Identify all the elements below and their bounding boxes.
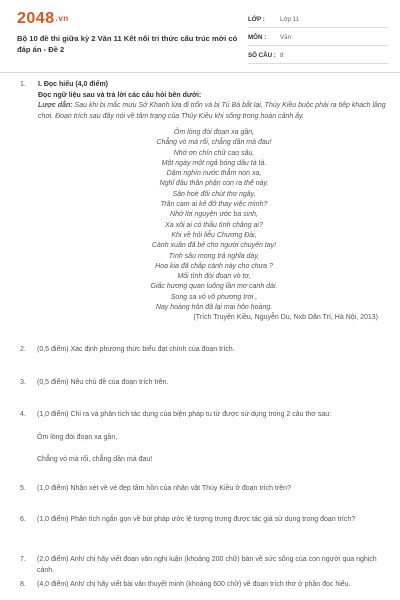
meta-row-subject (248, 30, 388, 46)
question-4 (20, 410, 390, 466)
passage-intro (38, 101, 390, 122)
question-2 (20, 345, 390, 356)
subject-label: MÔN : (248, 34, 267, 41)
poem-line: Cành xuân đã bẻ cho người chuyên tay! (151, 242, 277, 250)
question-6 (20, 515, 390, 526)
question-list (0, 72, 400, 600)
intro-label: Lược dẫn: (38, 102, 73, 109)
question-number: 5. (20, 485, 26, 492)
question-text: (4,0 điểm) Anh/ chị hãy viết bài văn thuyết minh (khoảng 600 chữ) về đoạn trích thơ ở phần đọc hiểu. (37, 581, 351, 588)
question-number: 6. (20, 516, 26, 523)
poem-line: Dặm nghìn nước thẳm non xa, (166, 170, 262, 178)
question-number: 3. (20, 379, 26, 386)
meta-row-class (248, 12, 388, 28)
question-3 (20, 378, 390, 389)
question-7 (20, 555, 390, 576)
count-label: SỐ CÂU : (248, 52, 276, 59)
logo-text: 2048 (17, 10, 55, 27)
question-text: (1,0 điểm) Phân tích ngắn gọn về bút pháp ước lệ tượng trưng được tác giả sử dụng trong đoạn trích? (37, 516, 356, 523)
quoted-line: Chẳng vò mà rối, chẳng dần mà đau! (37, 456, 153, 463)
question-text: (0,5 điểm) Xác định phương thức biểu đạt chính của đoạn trích. (37, 346, 235, 353)
question-number: 2. (20, 346, 26, 353)
question-number: 7. (20, 556, 26, 563)
question-number: 1. (20, 81, 26, 88)
poem-line: Nghĩ đâu thân phận con ra thế này. (159, 180, 269, 188)
poem-line: Trân cam ai kẻ đỡ thay việc mình? (160, 201, 268, 209)
question-8 (20, 580, 390, 591)
subject-value: Văn (280, 34, 292, 41)
section-instruction: Đọc ngữ liệu sau và trả lời các câu hỏi bên dưới: (38, 91, 202, 99)
poem-line: Song sa vò võ phương trời , (170, 293, 258, 301)
logo-suffix: .vn (55, 14, 69, 24)
question-text: (1,0 điểm) Nhận xét về vẻ đẹp tâm hồn của nhân vật Thúy Kiều ở đoạn trích trên? (37, 485, 291, 492)
question-text: (0,5 điểm) Nêu chủ đề của đoạn trích trên. (37, 379, 169, 386)
question-number: 8. (20, 581, 26, 588)
question-1 (20, 80, 390, 324)
intro-text: Sau khi bị mắc mưu Sở Khanh lừa đi trốn và bị Tú Bà bắt lại, Thúy Kiều buộc phải ra tiếp khách lầng chơi. Đoạn trích sau đây nói về tâm trạng của Thúy Kiều khi sống trong hoàn cảnh ấy. (38, 102, 386, 120)
poem-line: Nhớ lời nguyện ước ba sinh, (170, 211, 258, 219)
poem-source: (Trích Truyện Kiều, Nguyễn Du, Nxb Dân Trí, Hà Nội, 2013) (193, 314, 378, 322)
poem-line: Hoa kia đã chắp cành này cho chưa ? (155, 262, 273, 270)
section-heading: I. Đọc hiểu (4,0 điểm) (38, 81, 109, 88)
quoted-line: Ôm lòng đòi đoạn xa gần, (37, 433, 118, 441)
poem-line: Xa xôi ai có thấu tình chăng ai? (165, 221, 263, 229)
site-logo[interactable] (17, 10, 69, 28)
poem-line: Nay hoàng hôn đã lại mai hôn hoàng. (155, 304, 273, 312)
question-text: (2,0 điểm) Anh/ chị hãy viết đoạn văn nghị luận (khoảng 200 chữ) bàn về sức sống của con người qua nghịch cảnh. (37, 556, 377, 574)
class-label: LỚP : (248, 16, 265, 23)
page-header (0, 0, 400, 73)
poem-line: Mối tình đòi đoạn vò tơ, (177, 273, 251, 281)
poem-line: Chẳng vò mà rối, chẳng dần mà đau! (156, 139, 272, 147)
class-value: Lớp 11 (280, 16, 300, 23)
count-value: 8 (280, 52, 284, 59)
poem-line: Sân hoè đôi chút thơ ngây, (172, 190, 256, 198)
poem-excerpt (38, 128, 390, 313)
exam-meta (248, 12, 388, 66)
poem-line: Nhớ ơn chín chữ cao sâu, (173, 149, 255, 157)
question-text: (1,0 điểm) Chỉ ra và phân tích tác dụng của biện pháp tu từ được sử dụng trong 2 câu thơ sau: (37, 411, 332, 418)
question-5 (20, 484, 390, 495)
question-number: 4. (20, 411, 26, 418)
poem-line: Tình sâu mong trả nghĩa dày, (168, 252, 260, 260)
poem-line: Một ngày một ngả bóng dâu tà tà. (161, 159, 267, 167)
poem-line: Ôm lòng đòi đoạn xa gần, (173, 129, 255, 136)
poem-line: Giấc hương quan luống lần mơ canh dài. (150, 283, 278, 291)
page-title: Bộ 10 đề thi giữa kỳ 2 Văn 11 Kết nối tri thức cấu trúc mới có đáp án - Đề 2 (17, 34, 238, 54)
meta-row-count (248, 48, 388, 64)
poem-line: Khi về hỏi liễu Chương Đài, (171, 231, 257, 239)
